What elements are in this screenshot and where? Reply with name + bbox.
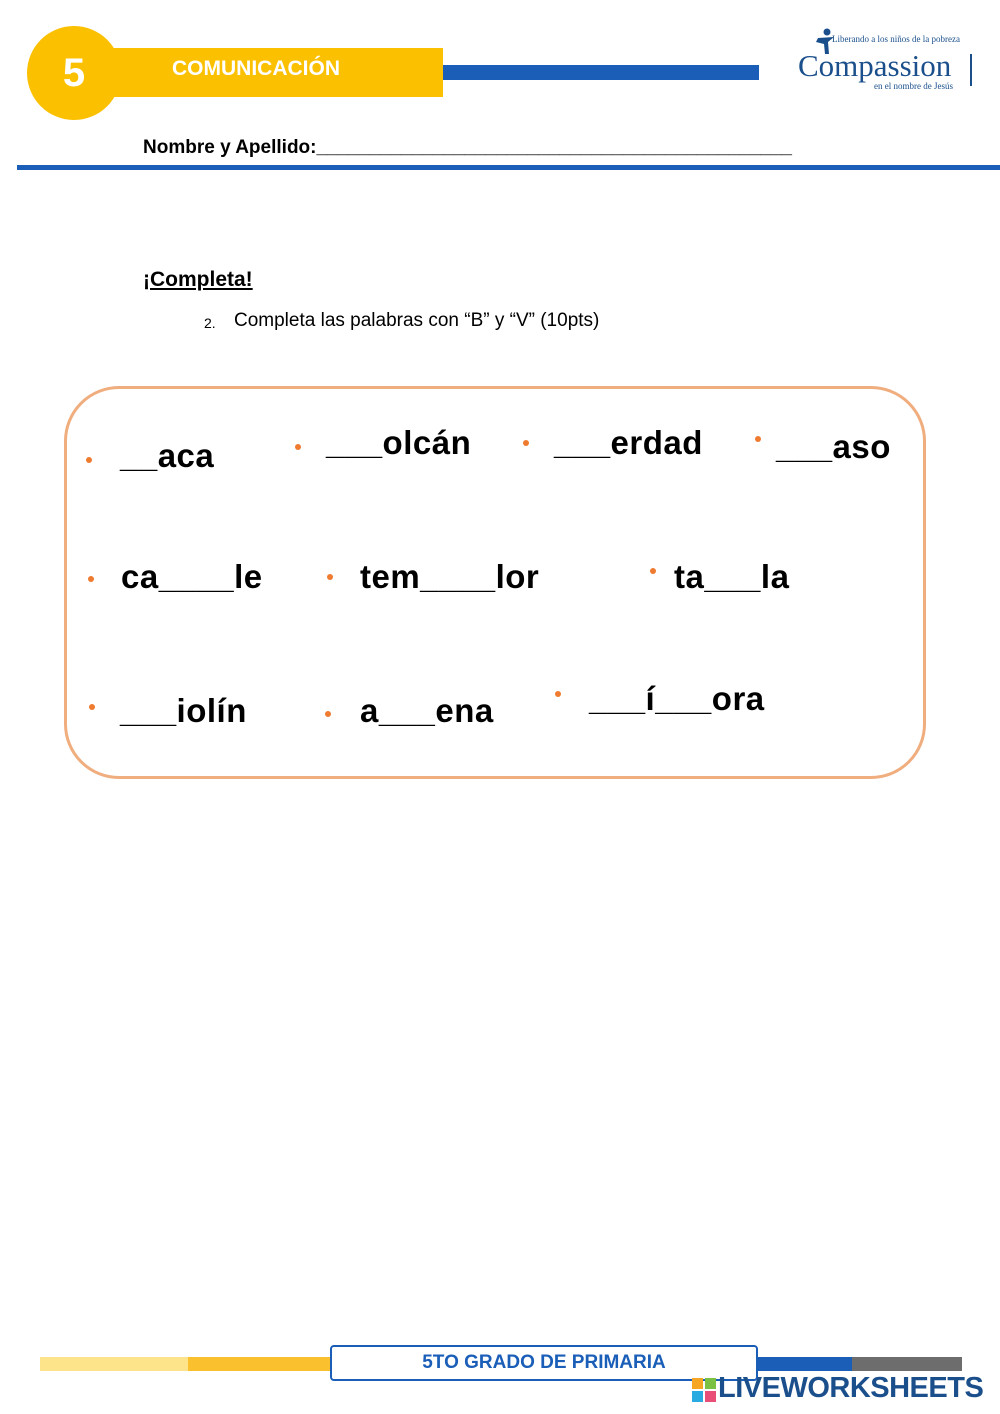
word-item[interactable]: a___ena xyxy=(360,692,494,729)
footer-stripe xyxy=(188,1357,330,1371)
word-item[interactable]: tem____lor xyxy=(360,558,540,595)
word-item[interactable]: ___erdad xyxy=(554,424,703,461)
bullet-icon xyxy=(650,568,656,574)
liveworksheets-brand[interactable]: LIVEWORKSHEETS xyxy=(718,1372,984,1404)
logo-tagline-bottom: en el nombre de Jesús xyxy=(874,81,953,91)
word-item[interactable]: ___olcán xyxy=(326,424,472,461)
logo-tagline-top: Liberando a los niños de la pobreza xyxy=(832,34,960,44)
name-field-label[interactable]: Nombre y Apellido:_____________________________________________ xyxy=(143,137,792,158)
bullet-icon xyxy=(89,704,95,710)
grade-label: 5TO GRADO DE PRIMARIA xyxy=(422,1352,666,1373)
subject-title: COMUNICACIÓN xyxy=(172,57,340,80)
section-title: ¡Completa! xyxy=(143,268,253,291)
footer-stripe xyxy=(40,1357,188,1371)
bullet-icon xyxy=(86,457,92,463)
bullet-icon xyxy=(325,711,331,717)
word-item[interactable]: ca____le xyxy=(121,558,263,595)
header-rule xyxy=(17,165,1000,170)
instruction-text: Completa las palabras con “B” y “V” (10pts) xyxy=(234,310,600,331)
liveworksheets-logo-icon xyxy=(692,1378,716,1402)
bullet-icon xyxy=(88,576,94,582)
instruction-number: 2. xyxy=(204,315,216,331)
word-item[interactable]: __aca xyxy=(120,437,215,474)
bullet-icon xyxy=(523,440,529,446)
word-item[interactable]: ___iolín xyxy=(120,692,247,729)
footer-stripe xyxy=(852,1357,962,1371)
footer-stripe xyxy=(758,1357,852,1371)
bullet-icon xyxy=(327,574,333,580)
logo-divider xyxy=(970,54,972,86)
word-item[interactable]: ___aso xyxy=(776,428,891,465)
logo-wordmark: Compassion xyxy=(798,48,952,83)
bullet-icon xyxy=(755,436,761,442)
bullet-icon xyxy=(555,691,561,697)
grade-number: 5 xyxy=(62,51,86,95)
word-item[interactable]: ___í___ora xyxy=(589,680,765,717)
header-accent-bar xyxy=(443,65,759,80)
compassion-logo xyxy=(790,26,975,96)
bullet-icon xyxy=(295,444,301,450)
word-item[interactable]: ta___la xyxy=(674,558,790,595)
